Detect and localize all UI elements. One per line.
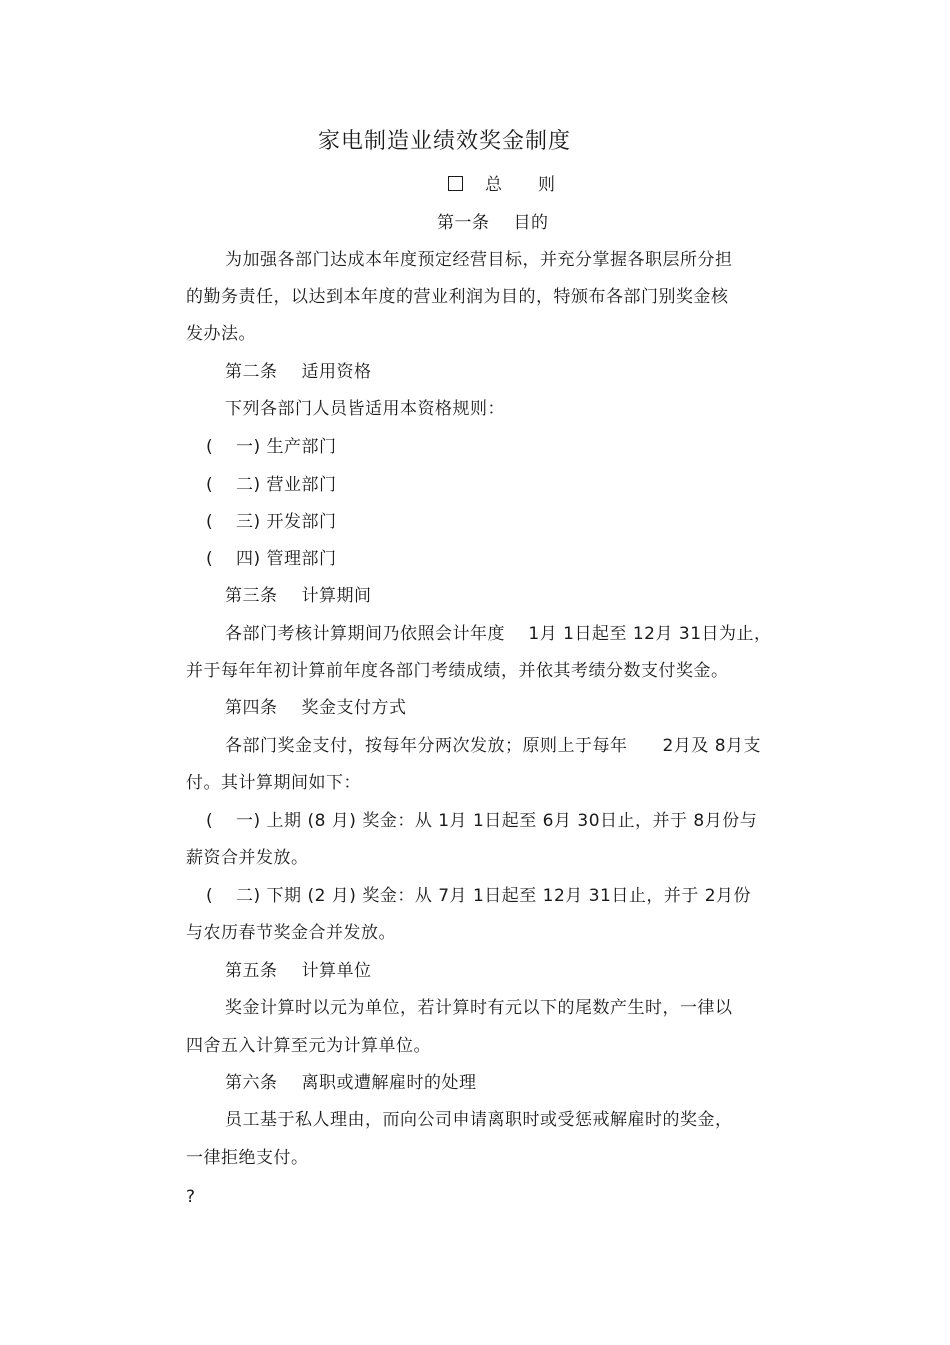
article-title: 目的 — [513, 213, 549, 233]
article-1-line-1: 为加强各部门达成本年度预定经营目标，并充分掌握各职层所分担 — [225, 250, 733, 270]
article-number: 第四条 — [225, 698, 278, 718]
article-5-heading — [225, 960, 372, 982]
article-title: 奖金支付方式 — [301, 698, 407, 718]
list-item-text: 一) 生产部门 — [236, 437, 337, 457]
article-1-heading — [437, 212, 549, 234]
article-number: 第三条 — [225, 586, 278, 606]
list-item: ( 二) 下期 (2 月) 奖金：从 7月 1日起至 12月 31日止，并于 2月份 — [206, 886, 752, 906]
article-title: 计算单位 — [301, 961, 372, 981]
article-6-line-1: 员工基于私人理由，而向公司申请离职时或受惩戒解雇时的奖金， — [225, 1110, 733, 1130]
article-3-line-1: 各部门考核计算期间乃依照会计年度 1月 1日起至 12月 31日为止， — [225, 624, 772, 644]
list-item-text: 二) 营业部门 — [236, 475, 337, 495]
article-title: 计算期间 — [301, 586, 372, 606]
article-title: 离职或遭解雇时的处理 — [301, 1073, 477, 1093]
checkbox-square-icon — [448, 176, 463, 191]
article-3-line-2: 并于每年年初计算前年度各部门考绩成绩，并依其考绩分数支付奖金。 — [186, 661, 729, 681]
document-title: 家电制造业绩效奖金制度 — [318, 129, 572, 154]
article-number: 第六条 — [225, 1073, 278, 1093]
list-item-text: 三) 开发部门 — [236, 512, 337, 532]
article-6-heading — [225, 1072, 477, 1094]
chapter-label-2: 则 — [538, 175, 555, 195]
article-1-line-2: 的勤务责任，以达到本年度的营业利润为目的，特颁布各部门别奖金核 — [186, 287, 729, 307]
article-3-heading — [225, 585, 372, 607]
list-item: ( 一) 上期 (8 月) 奖金：从 1月 1日起至 6月 30日止，并于 8月份与 — [206, 811, 758, 831]
list-item-text: 二) 下期 (2 月) 奖金：从 7月 1日起至 12月 31日止，并于 2月份 — [236, 886, 752, 906]
list-item-continuation: 与农历春节奖金合并发放。 — [186, 923, 396, 943]
article-5-line-1: 奖金计算时以元为单位，若计算时有元以下的尾数产生时，一律以 — [225, 998, 733, 1018]
article-2-heading — [225, 361, 372, 383]
article-2-line-1: 下列各部门人员皆适用本资格规则： — [225, 399, 505, 419]
article-6-line-2: 一律拒绝支付。 — [186, 1148, 309, 1168]
article-4-line-2: 付。其计算期间如下： — [186, 773, 361, 793]
article-title: 适用资格 — [301, 362, 372, 382]
article-4-line-1: 各部门奖金支付，按每年分两次发放；原则上于每年 2月及 8月支 — [225, 736, 762, 756]
article-5-line-2: 四舍五入计算至元为计算单位。 — [186, 1036, 431, 1056]
article-number: 第五条 — [225, 961, 278, 981]
article-number: 第一条 — [437, 213, 490, 233]
list-item: ( 一) 生产部门 — [206, 437, 337, 457]
trailing-mark: ? — [186, 1187, 196, 1207]
list-item: ( 四) 管理部门 — [206, 549, 337, 569]
chapter-heading — [448, 174, 555, 196]
list-item-text: 四) 管理部门 — [236, 549, 337, 569]
article-1-line-3: 发办法。 — [186, 324, 256, 344]
article-4-heading — [225, 697, 407, 719]
list-item: ( 二) 营业部门 — [206, 475, 337, 495]
chapter-label-1: 总 — [485, 175, 502, 195]
list-item-text: 一) 上期 (8 月) 奖金：从 1月 1日起至 6月 30日止，并于 8月份与 — [236, 811, 758, 831]
list-item: ( 三) 开发部门 — [206, 512, 337, 532]
list-item-continuation: 薪资合并发放。 — [186, 848, 309, 868]
article-number: 第二条 — [225, 362, 278, 382]
